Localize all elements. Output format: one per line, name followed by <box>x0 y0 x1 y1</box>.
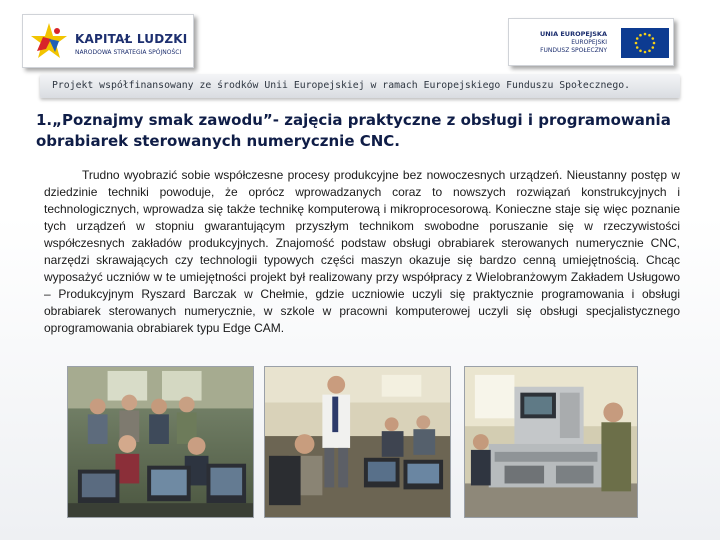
banner-text: Projekt współfinansowany ze środków Unii Europejskiej w ramach Europejskiego Funduszu Społecznego. <box>52 80 631 91</box>
eu-flag-icon <box>621 28 669 58</box>
eu-star <box>651 46 654 49</box>
cnc-lathe-workshop-photo <box>464 366 638 518</box>
eu-line2: EUROPEJSKI <box>571 39 607 46</box>
eu-star <box>636 37 639 40</box>
eu-line1: UNIA EUROPEJSKA <box>539 30 607 38</box>
eu-star <box>648 49 651 52</box>
eu-star <box>635 42 638 45</box>
eu-star <box>648 34 651 37</box>
kapital-ludzki-star-icon <box>29 21 69 63</box>
logo-subtitle: NARODOWA STRATEGIA SPÓJNOŚCI <box>75 49 182 56</box>
eu-star <box>636 46 639 49</box>
eu-line3: FUNDUSZ SPOŁECZNY <box>540 47 607 54</box>
eu-star <box>639 49 642 52</box>
eu-logo-text <box>517 30 607 54</box>
eu-logo <box>508 18 674 66</box>
eu-star <box>639 34 642 37</box>
logo-title: KAPITAŁ LUDZKI <box>75 32 188 46</box>
cofinancing-banner <box>40 74 680 98</box>
students-at-computers-photo <box>67 366 254 518</box>
eu-star <box>644 33 647 36</box>
teacher-in-computer-lab-photo <box>264 366 451 518</box>
page-title: 1.„Poznajmy smak zawodu”- zajęcia praktyczne z obsługi i programowania obrabiarek sterowanych numerycznie CNC. <box>36 111 671 150</box>
eu-star <box>653 42 656 45</box>
kapital-ludzki-logo <box>22 14 194 68</box>
eu-star <box>651 37 654 40</box>
body-paragraph: Trudno wyobrazić sobie współczesne procesy produkcyjne bez nowoczesnych urządzeń. Nieustanny postęp w dziedzinie techniki powoduje, że oprócz wprowadzanych coraz to nowszych rozwiązań konstrukcyjnych i technologicznych, wprowadza się także technikę komputerową i mikroprocesorową. Konieczne staje się więc poznanie tych urządzeń w stopniu gwarantującym przyszłym technikom swobodne poruszanie się w rzeczywistości współczesnych zakładów produkcyjnych. Znajomość podstaw obsługi obrabiarek sterowanych numerycznie CNC, narzędzi skrawających czy technologii typowych części maszyn okazuje się bardzo cenną umiejętnością. Chcąc wyposażyć uczniów w te umiejętności projekt był realizowany przy współpracy z Wielobranżowym Zakładem Usługowo – Produkcyjnym Ryszard Barczak w Chełmie, gdzie uczniowie uczyli się praktycznie programowania i obsługi obrabiarek sterowanych numerycznie, w szkole w pracowni komputerowej uczyli się obsługi specjalistycznego oprogramowania obrabiarek typu Edge CAM. <box>44 168 680 335</box>
eu-star <box>644 51 647 54</box>
